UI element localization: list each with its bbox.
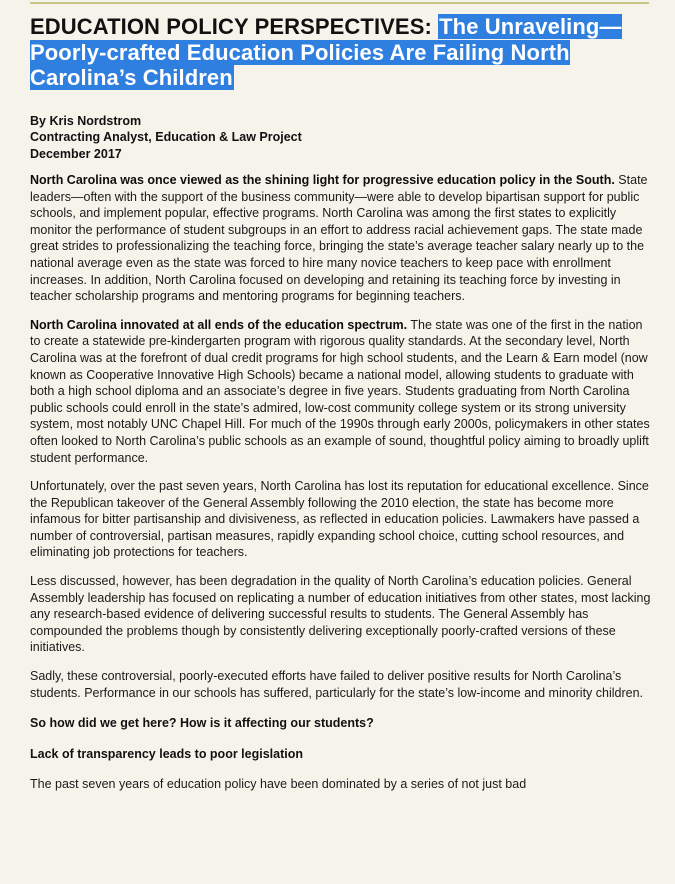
paragraph-3 bbox=[30, 478, 655, 561]
paragraph-4-body: Less discussed, however, has been degradation in the quality of North Carolina’s education policies. General Assembly leadership has focused on replicating a number of education initiatives from other states, most lacking any research-based evidence of delivering successful results to students. The General Assembly has compounded the problems though by consistently delivering exceptionally poorly-crafted versions of these initiatives. bbox=[30, 574, 651, 655]
section-heading: Lack of transparency leads to poor legislation bbox=[30, 746, 303, 761]
question-heading: So how did we get here? How is it affecting our students? bbox=[30, 716, 374, 731]
paragraph-1-lead: North Carolina was once viewed as the shining light for progressive education policy in the South. bbox=[30, 173, 615, 187]
paragraph-2-body: The state was one of the first in the nation to create a statewide pre-kindergarten program with rigorous quality standards. At the secondary level, North Carolina was at the forefront of dual credit programs for high school students, and the Learn & Earn model (now known as Cooperative Innovative High Schools) became a national model, allowing students to graduate with both a high school diploma and an associate’s degree in five years. Students graduating from North Carolina public schools could enroll in the state’s admired, low-cost community college system or its strong university system, most notably UNC Chapel Hill. For much of the 1990s through early 2000s, policymakers in other states often looked to North Carolina’s public schools as an example of sound, thoughtful policy aiming to broadly uplift student performance. bbox=[30, 317, 650, 465]
byline bbox=[30, 113, 655, 163]
paragraph-1-body: State leaders—often with the support of the business community—were able to develop bipartisan support for public schools, and implement popular, effective programs. North Carolina was among the first states to explicitly monitor the performance of student subgroups in an effort to address racial achievement gaps. The state made great strides to professionalizing the teaching force, bringing the state’s average teacher salary nearly up to the national average even as the state was forced to hire many novice teachers to keep pace with enrollment increases. In addition, North Carolina focused on developing and retaining its teaching force by investing in teacher scholarship programs and mentoring programs for beginning teachers. bbox=[30, 173, 648, 304]
paragraph-5-body: Sadly, these controversial, poorly-executed efforts have failed to deliver positive results for North Carolina’s students. Performance in our schools has suffered, particularly for the state’s low-income and minority children. bbox=[30, 669, 644, 700]
author-line: By Kris Nordstrom bbox=[30, 113, 142, 128]
role-line: Contracting Analyst, Education & Law Project bbox=[30, 130, 302, 144]
title-selected-text[interactable]: The Unraveling—Poorly-crafted Education Policies Are Failing North Carolina’s Children bbox=[30, 14, 622, 90]
top-rule bbox=[30, 2, 649, 4]
paragraph-2-lead: North Carolina innovated at all ends of the education spectrum. bbox=[30, 317, 408, 332]
title-prefix: EDUCATION POLICY PERSPECTIVES: bbox=[30, 14, 439, 39]
paragraph-1 bbox=[30, 172, 655, 305]
last-paragraph: The past seven years of education policy have been dominated by a series of not just bad bbox=[30, 777, 527, 792]
paragraph-4 bbox=[30, 573, 655, 656]
paragraph-5 bbox=[30, 668, 655, 701]
paragraph-3-body: Unfortunately, over the past seven years, North Carolina has lost its reputation for educational excellence. Since the Republican takeover of the General Assembly following the 2010 election, the state has become more infamous for bitter partisanship and divisiveness, as reflected in education policies. Lawmakers have passed a number of controversial, partisan measures, rapidly expanding school choice, cutting school resources, and eliminating job protections for teachers. bbox=[30, 479, 649, 560]
paragraph-2 bbox=[30, 317, 655, 466]
date-line: December 2017 bbox=[30, 146, 122, 161]
page-title[interactable] bbox=[30, 14, 655, 91]
